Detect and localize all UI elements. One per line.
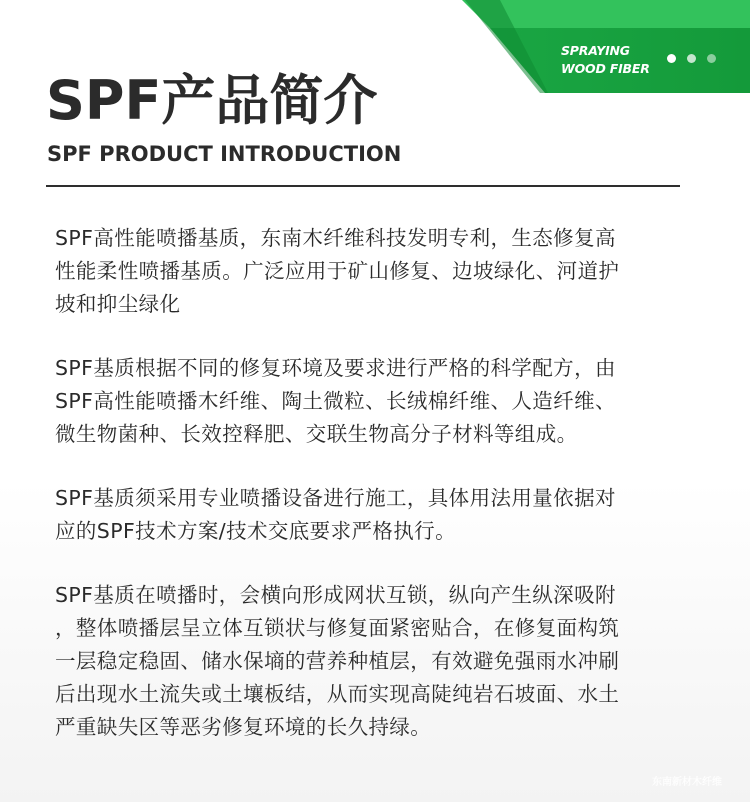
paragraph-line: SPF高性能喷播基质，东南木纤维科技发明专利，生态修复高: [55, 226, 616, 250]
pager-dot-2: [687, 54, 696, 63]
watermark-text: 东南新材木纤维: [652, 777, 722, 788]
paragraph-3: [55, 482, 705, 548]
paragraph-line: SPF基质须采用专业喷播设备进行施工，具体用法用量依据对: [55, 486, 616, 510]
paragraph-1: [55, 222, 705, 321]
paragraph-line: SPF基质根据不同的修复环境及要求进行严格的科学配方，由: [55, 356, 616, 380]
page-subtitle: SPF PRODUCT INTRODUCTION: [47, 142, 402, 166]
paragraph-line: SPF基质在喷播时，会横向形成网状互锁，纵向产生纵深吸附: [55, 583, 616, 607]
page-title: SPF产品简介: [46, 69, 378, 132]
banner-line-2: WOOD FIBER: [561, 61, 650, 76]
paragraph-line: 性能柔性喷播基质。广泛应用于矿山修复、边坡绿化、河道护: [55, 259, 620, 283]
paragraph-line: SPF高性能喷播木纤维、陶土微粒、长绒棉纤维、人造纤维、: [55, 389, 616, 413]
intro-body: [55, 222, 705, 776]
paragraph-line: 微生物菌种、长效控释肥、交联生物高分子材料等组成。: [55, 422, 578, 446]
pager-dot-1: [667, 54, 676, 63]
pager-dots: [667, 54, 716, 63]
paragraph-line: 后出现水土流失或土壤板结，从而实现高陡纯岩石坡面、水土: [55, 682, 620, 706]
paragraph-line: 应的SPF技术方案/技术交底要求严格执行。: [55, 519, 456, 543]
banner-label: [561, 42, 650, 78]
paragraph-line: ，整体喷播层呈立体互锁状与修复面紧密贴合，在修复面构筑: [55, 616, 620, 640]
pager-dot-3: [707, 54, 716, 63]
paragraph-line: 严重缺失区等恶劣修复环境的长久持绿。: [55, 715, 432, 739]
paragraph-line: 坡和抑尘绿化: [55, 292, 181, 316]
paragraph-2: [55, 352, 705, 451]
paragraph-line: 一层稳定稳固、储水保墒的营养种植层，有效避免强雨水冲刷: [55, 649, 620, 673]
title-divider: [46, 185, 680, 187]
banner-line-1: SPRAYING: [561, 43, 630, 58]
paragraph-4: [55, 579, 705, 744]
